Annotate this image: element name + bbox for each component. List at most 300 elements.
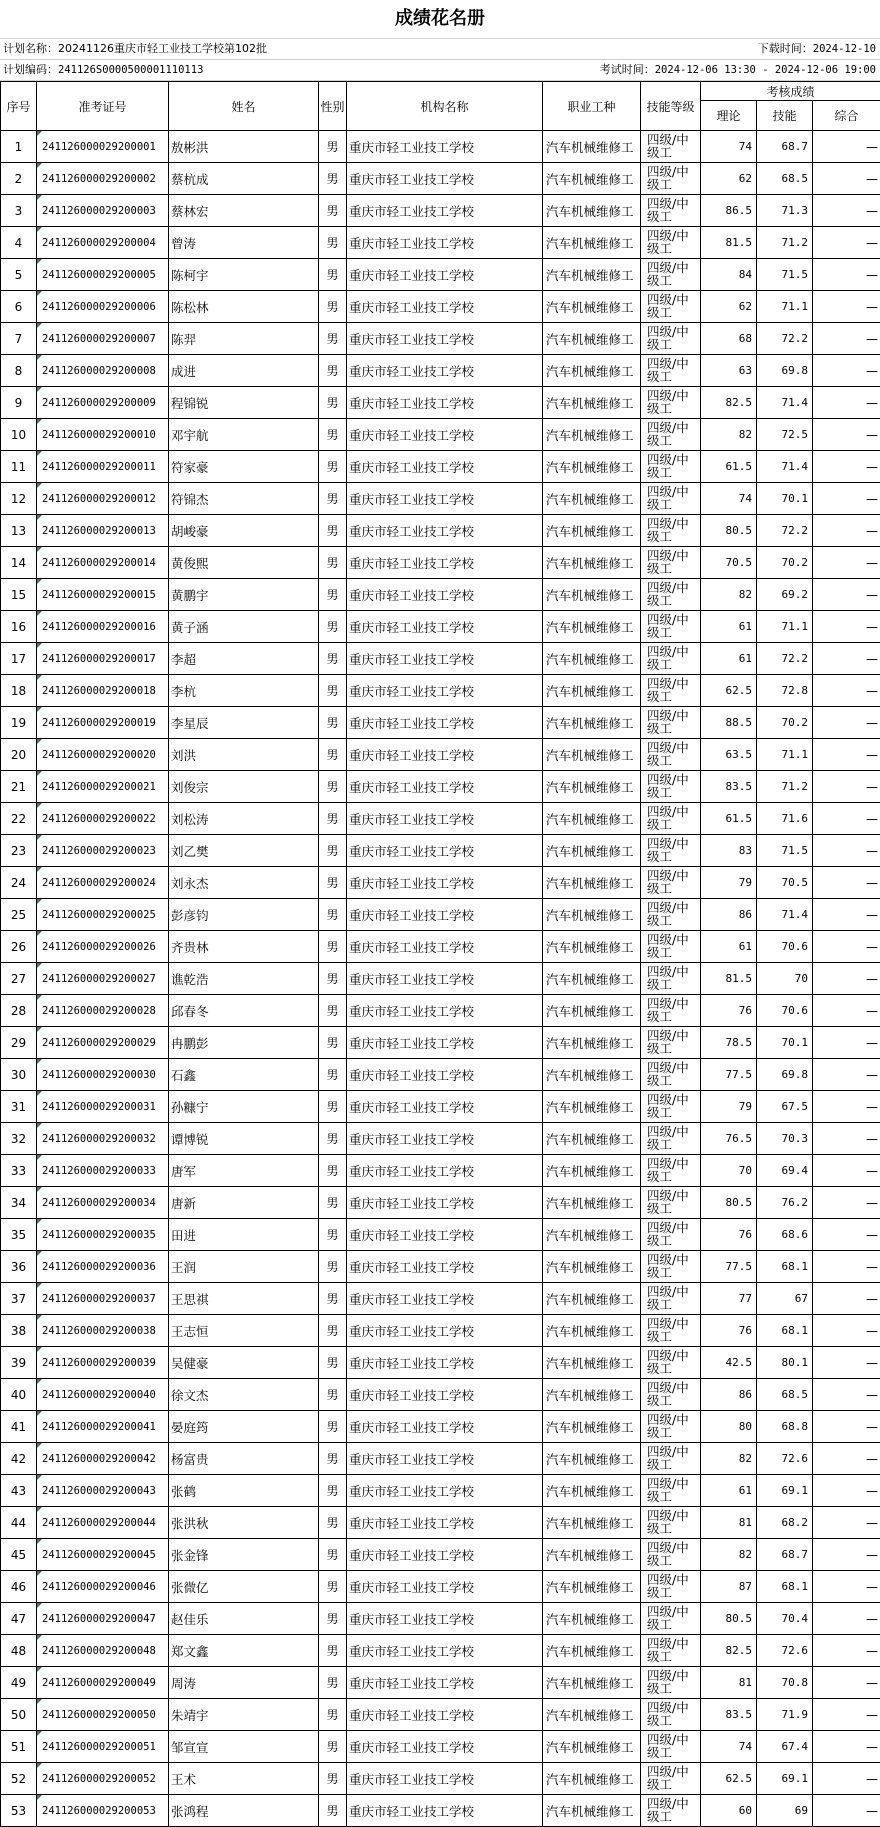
cell-skill: 70.8	[757, 1667, 813, 1699]
cell-skill: 72.6	[757, 1443, 813, 1475]
cell-job: 汽车机械维修工	[543, 931, 641, 963]
cell-name: 王志恒	[169, 1315, 319, 1347]
cell-seq: 23	[1, 835, 37, 867]
cell-skill: 68.1	[757, 1571, 813, 1603]
cell-level: 四级/中级工	[641, 547, 701, 579]
header-seq: 序号	[1, 82, 37, 131]
table-row	[1, 419, 880, 451]
cell-skill: 71.5	[757, 835, 813, 867]
cell-org: 重庆市轻工业技工学校	[347, 1091, 543, 1123]
cell-overall: —	[813, 1443, 880, 1475]
cell-gender: 男	[319, 739, 347, 771]
cell-theory: 61	[701, 611, 757, 643]
cell-org: 重庆市轻工业技工学校	[347, 739, 543, 771]
cell-name: 刘洪	[169, 739, 319, 771]
table-row	[1, 483, 880, 515]
cell-seq: 25	[1, 899, 37, 931]
table-row	[1, 1283, 880, 1315]
cell-ticket-id: 241126000029200051	[37, 1731, 169, 1763]
table-row	[1, 611, 880, 643]
cell-level: 四级/中级工	[641, 611, 701, 643]
cell-seq: 52	[1, 1763, 37, 1795]
cell-overall: —	[813, 1283, 880, 1315]
cell-seq: 42	[1, 1443, 37, 1475]
cell-level: 四级/中级工	[641, 1731, 701, 1763]
cell-name: 杨富贵	[169, 1443, 319, 1475]
cell-theory: 82	[701, 1443, 757, 1475]
cell-ticket-id: 241126000029200028	[37, 995, 169, 1027]
cell-level: 四级/中级工	[641, 1091, 701, 1123]
cell-job: 汽车机械维修工	[543, 355, 641, 387]
cell-skill: 68.1	[757, 1251, 813, 1283]
cell-seq: 8	[1, 355, 37, 387]
cell-job: 汽车机械维修工	[543, 387, 641, 419]
cell-ticket-id: 241126000029200006	[37, 291, 169, 323]
cell-name: 谯乾浩	[169, 963, 319, 995]
plan-code-label: 计划编码：	[3, 63, 58, 76]
cell-seq: 6	[1, 291, 37, 323]
cell-seq: 33	[1, 1155, 37, 1187]
cell-ticket-id: 241126000029200048	[37, 1635, 169, 1667]
plan-code-row	[0, 60, 880, 81]
cell-ticket-id: 241126000029200024	[37, 867, 169, 899]
cell-job: 汽车机械维修工	[543, 419, 641, 451]
cell-gender: 男	[319, 227, 347, 259]
cell-skill: 68.8	[757, 1411, 813, 1443]
cell-seq: 1	[1, 131, 37, 163]
cell-gender: 男	[319, 451, 347, 483]
cell-gender: 男	[319, 611, 347, 643]
cell-skill: 71.3	[757, 195, 813, 227]
cell-level: 四级/中级工	[641, 515, 701, 547]
cell-seq: 3	[1, 195, 37, 227]
cell-seq: 5	[1, 259, 37, 291]
cell-gender: 男	[319, 323, 347, 355]
header-level: 技能等级	[641, 82, 701, 131]
cell-overall: —	[813, 1763, 880, 1795]
cell-gender: 男	[319, 1379, 347, 1411]
cell-theory: 74	[701, 131, 757, 163]
cell-gender: 男	[319, 1411, 347, 1443]
cell-job: 汽车机械维修工	[543, 1123, 641, 1155]
cell-gender: 男	[319, 867, 347, 899]
cell-gender: 男	[319, 163, 347, 195]
cell-skill: 71.4	[757, 451, 813, 483]
cell-name: 符家豪	[169, 451, 319, 483]
cell-level: 四级/中级工	[641, 1699, 701, 1731]
cell-org: 重庆市轻工业技工学校	[347, 1059, 543, 1091]
cell-name: 谭博锐	[169, 1123, 319, 1155]
cell-job: 汽车机械维修工	[543, 707, 641, 739]
cell-ticket-id: 241126000029200050	[37, 1699, 169, 1731]
cell-seq: 32	[1, 1123, 37, 1155]
cell-gender: 男	[319, 1219, 347, 1251]
header-org: 机构名称	[347, 82, 543, 131]
cell-gender: 男	[319, 355, 347, 387]
table-row	[1, 1411, 880, 1443]
table-row	[1, 1475, 880, 1507]
cell-seq: 45	[1, 1539, 37, 1571]
cell-org: 重庆市轻工业技工学校	[347, 675, 543, 707]
cell-overall: —	[813, 163, 880, 195]
cell-level: 四级/中级工	[641, 1187, 701, 1219]
header-ticket: 准考证号	[37, 82, 169, 131]
table-row	[1, 1059, 880, 1091]
cell-org: 重庆市轻工业技工学校	[347, 579, 543, 611]
table-row	[1, 1539, 880, 1571]
cell-level: 四级/中级工	[641, 131, 701, 163]
cell-theory: 77	[701, 1283, 757, 1315]
cell-ticket-id: 241126000029200001	[37, 131, 169, 163]
cell-name: 徐文杰	[169, 1379, 319, 1411]
cell-job: 汽车机械维修工	[543, 1187, 641, 1219]
cell-theory: 82.5	[701, 1635, 757, 1667]
table-row	[1, 163, 880, 195]
cell-skill: 68.5	[757, 1379, 813, 1411]
cell-name: 孙糠宁	[169, 1091, 319, 1123]
cell-skill: 71.1	[757, 739, 813, 771]
cell-ticket-id: 241126000029200039	[37, 1347, 169, 1379]
cell-level: 四级/中级工	[641, 163, 701, 195]
cell-name: 唐军	[169, 1155, 319, 1187]
cell-seq: 43	[1, 1475, 37, 1507]
cell-skill: 69.8	[757, 1059, 813, 1091]
cell-job: 汽车机械维修工	[543, 1379, 641, 1411]
cell-overall: —	[813, 227, 880, 259]
cell-gender: 男	[319, 835, 347, 867]
cell-name: 吴健豪	[169, 1347, 319, 1379]
cell-job: 汽车机械维修工	[543, 515, 641, 547]
cell-name: 陈柯宇	[169, 259, 319, 291]
cell-gender: 男	[319, 899, 347, 931]
cell-org: 重庆市轻工业技工学校	[347, 707, 543, 739]
cell-seq: 49	[1, 1667, 37, 1699]
cell-ticket-id: 241126000029200014	[37, 547, 169, 579]
cell-org: 重庆市轻工业技工学校	[347, 1123, 543, 1155]
cell-overall: —	[813, 1027, 880, 1059]
cell-skill: 67.5	[757, 1091, 813, 1123]
cell-theory: 78.5	[701, 1027, 757, 1059]
cell-seq: 36	[1, 1251, 37, 1283]
cell-overall: —	[813, 131, 880, 163]
cell-level: 四级/中级工	[641, 1507, 701, 1539]
cell-name: 朱靖宇	[169, 1699, 319, 1731]
cell-ticket-id: 241126000029200041	[37, 1411, 169, 1443]
cell-level: 四级/中级工	[641, 739, 701, 771]
cell-theory: 84	[701, 259, 757, 291]
cell-ticket-id: 241126000029200008	[37, 355, 169, 387]
cell-level: 四级/中级工	[641, 1123, 701, 1155]
cell-ticket-id: 241126000029200038	[37, 1315, 169, 1347]
cell-org: 重庆市轻工业技工学校	[347, 195, 543, 227]
table-row	[1, 1347, 880, 1379]
cell-seq: 51	[1, 1731, 37, 1763]
cell-skill: 71.6	[757, 803, 813, 835]
cell-skill: 69.4	[757, 1155, 813, 1187]
header-skill: 技能	[757, 101, 813, 131]
cell-theory: 81	[701, 1507, 757, 1539]
cell-job: 汽车机械维修工	[543, 1443, 641, 1475]
cell-theory: 61.5	[701, 451, 757, 483]
cell-seq: 34	[1, 1187, 37, 1219]
plan-name-label: 计划名称：	[3, 42, 58, 55]
table-row	[1, 355, 880, 387]
cell-overall: —	[813, 899, 880, 931]
cell-ticket-id: 241126000029200040	[37, 1379, 169, 1411]
cell-level: 四级/中级工	[641, 323, 701, 355]
table-row	[1, 995, 880, 1027]
cell-overall: —	[813, 739, 880, 771]
cell-job: 汽车机械维修工	[543, 1283, 641, 1315]
header-overall: 综合	[813, 101, 880, 131]
cell-seq: 14	[1, 547, 37, 579]
cell-seq: 53	[1, 1795, 37, 1827]
cell-level: 四级/中级工	[641, 771, 701, 803]
cell-seq: 20	[1, 739, 37, 771]
cell-overall: —	[813, 195, 880, 227]
cell-gender: 男	[319, 1667, 347, 1699]
cell-name: 石鑫	[169, 1059, 319, 1091]
cell-overall: —	[813, 1603, 880, 1635]
cell-theory: 76.5	[701, 1123, 757, 1155]
cell-ticket-id: 241126000029200007	[37, 323, 169, 355]
table-row	[1, 579, 880, 611]
cell-level: 四级/中级工	[641, 1347, 701, 1379]
cell-job: 汽车机械维修工	[543, 579, 641, 611]
cell-ticket-id: 241126000029200002	[37, 163, 169, 195]
cell-org: 重庆市轻工业技工学校	[347, 611, 543, 643]
cell-ticket-id: 241126000029200012	[37, 483, 169, 515]
cell-theory: 61	[701, 643, 757, 675]
cell-skill: 68.7	[757, 131, 813, 163]
cell-gender: 男	[319, 515, 347, 547]
cell-job: 汽车机械维修工	[543, 259, 641, 291]
cell-overall: —	[813, 259, 880, 291]
table-row	[1, 1123, 880, 1155]
cell-overall: —	[813, 963, 880, 995]
cell-job: 汽车机械维修工	[543, 131, 641, 163]
cell-theory: 74	[701, 1731, 757, 1763]
cell-gender: 男	[319, 931, 347, 963]
cell-seq: 30	[1, 1059, 37, 1091]
cell-org: 重庆市轻工业技工学校	[347, 515, 543, 547]
cell-skill: 69.2	[757, 579, 813, 611]
cell-skill: 70.2	[757, 707, 813, 739]
cell-org: 重庆市轻工业技工学校	[347, 1571, 543, 1603]
cell-gender: 男	[319, 963, 347, 995]
cell-org: 重庆市轻工业技工学校	[347, 227, 543, 259]
cell-org: 重庆市轻工业技工学校	[347, 451, 543, 483]
cell-org: 重庆市轻工业技工学校	[347, 1507, 543, 1539]
cell-gender: 男	[319, 1155, 347, 1187]
table-row	[1, 931, 880, 963]
table-row	[1, 1251, 880, 1283]
cell-org: 重庆市轻工业技工学校	[347, 899, 543, 931]
exam-time-value: 2024-12-06 13:30 - 2024-12-06 19:00	[655, 64, 876, 76]
cell-overall: —	[813, 707, 880, 739]
cell-ticket-id: 241126000029200009	[37, 387, 169, 419]
cell-org: 重庆市轻工业技工学校	[347, 1347, 543, 1379]
cell-level: 四级/中级工	[641, 1219, 701, 1251]
cell-name: 郑文鑫	[169, 1635, 319, 1667]
page-title: 成绩花名册	[0, 0, 880, 39]
cell-skill: 70.2	[757, 547, 813, 579]
cell-name: 田进	[169, 1219, 319, 1251]
cell-ticket-id: 241126000029200044	[37, 1507, 169, 1539]
cell-name: 蔡林宏	[169, 195, 319, 227]
cell-overall: —	[813, 995, 880, 1027]
cell-job: 汽车机械维修工	[543, 451, 641, 483]
table-row	[1, 1091, 880, 1123]
cell-ticket-id: 241126000029200023	[37, 835, 169, 867]
cell-theory: 82	[701, 419, 757, 451]
table-row	[1, 195, 880, 227]
table-row	[1, 1603, 880, 1635]
cell-seq: 24	[1, 867, 37, 899]
cell-theory: 81.5	[701, 963, 757, 995]
cell-seq: 7	[1, 323, 37, 355]
cell-overall: —	[813, 1155, 880, 1187]
cell-overall: —	[813, 1091, 880, 1123]
cell-org: 重庆市轻工业技工学校	[347, 1251, 543, 1283]
cell-gender: 男	[319, 1507, 347, 1539]
cell-name: 陈松林	[169, 291, 319, 323]
cell-seq: 39	[1, 1347, 37, 1379]
cell-name: 刘俊宗	[169, 771, 319, 803]
cell-level: 四级/中级工	[641, 483, 701, 515]
cell-theory: 80.5	[701, 1603, 757, 1635]
cell-gender: 男	[319, 771, 347, 803]
cell-overall: —	[813, 771, 880, 803]
cell-name: 黄子涵	[169, 611, 319, 643]
cell-job: 汽车机械维修工	[543, 1763, 641, 1795]
cell-level: 四级/中级工	[641, 579, 701, 611]
cell-job: 汽车机械维修工	[543, 163, 641, 195]
cell-theory: 62	[701, 163, 757, 195]
table-row	[1, 1315, 880, 1347]
cell-level: 四级/中级工	[641, 291, 701, 323]
cell-org: 重庆市轻工业技工学校	[347, 547, 543, 579]
cell-theory: 83.5	[701, 771, 757, 803]
cell-gender: 男	[319, 387, 347, 419]
cell-level: 四级/中级工	[641, 1379, 701, 1411]
cell-name: 李杭	[169, 675, 319, 707]
cell-gender: 男	[319, 131, 347, 163]
cell-job: 汽车机械维修工	[543, 739, 641, 771]
cell-skill: 70.4	[757, 1603, 813, 1635]
cell-seq: 40	[1, 1379, 37, 1411]
cell-name: 彭彦钧	[169, 899, 319, 931]
cell-gender: 男	[319, 1571, 347, 1603]
header-job: 职业工种	[543, 82, 641, 131]
cell-skill: 72.5	[757, 419, 813, 451]
cell-name: 邱春冬	[169, 995, 319, 1027]
cell-name: 张鹤	[169, 1475, 319, 1507]
cell-job: 汽车机械维修工	[543, 803, 641, 835]
cell-theory: 61	[701, 1475, 757, 1507]
cell-level: 四级/中级工	[641, 1315, 701, 1347]
cell-job: 汽车机械维修工	[543, 1571, 641, 1603]
cell-level: 四级/中级工	[641, 451, 701, 483]
cell-level: 四级/中级工	[641, 1443, 701, 1475]
cell-overall: —	[813, 515, 880, 547]
cell-org: 重庆市轻工业技工学校	[347, 1283, 543, 1315]
cell-seq: 11	[1, 451, 37, 483]
cell-skill: 72.2	[757, 515, 813, 547]
cell-org: 重庆市轻工业技工学校	[347, 1539, 543, 1571]
cell-job: 汽车机械维修工	[543, 1411, 641, 1443]
cell-seq: 21	[1, 771, 37, 803]
cell-seq: 29	[1, 1027, 37, 1059]
header-name: 姓名	[169, 82, 319, 131]
cell-name: 邓宇航	[169, 419, 319, 451]
cell-theory: 74	[701, 483, 757, 515]
cell-level: 四级/中级工	[641, 387, 701, 419]
cell-job: 汽车机械维修工	[543, 1603, 641, 1635]
cell-level: 四级/中级工	[641, 355, 701, 387]
cell-overall: —	[813, 1059, 880, 1091]
cell-theory: 76	[701, 1315, 757, 1347]
cell-theory: 62	[701, 291, 757, 323]
cell-theory: 70	[701, 1155, 757, 1187]
cell-theory: 63.5	[701, 739, 757, 771]
cell-theory: 62.5	[701, 675, 757, 707]
cell-name: 敖彬洪	[169, 131, 319, 163]
cell-seq: 18	[1, 675, 37, 707]
cell-ticket-id: 241126000029200011	[37, 451, 169, 483]
header-score-group: 考核成绩	[701, 82, 880, 101]
cell-ticket-id: 241126000029200005	[37, 259, 169, 291]
cell-ticket-id: 241126000029200036	[37, 1251, 169, 1283]
cell-skill: 72.8	[757, 675, 813, 707]
table-row	[1, 387, 880, 419]
cell-level: 四级/中级工	[641, 195, 701, 227]
cell-ticket-id: 241126000029200029	[37, 1027, 169, 1059]
cell-level: 四级/中级工	[641, 1027, 701, 1059]
cell-gender: 男	[319, 1027, 347, 1059]
cell-name: 冉鹏彭	[169, 1027, 319, 1059]
cell-ticket-id: 241126000029200046	[37, 1571, 169, 1603]
cell-level: 四级/中级工	[641, 259, 701, 291]
cell-gender: 男	[319, 419, 347, 451]
cell-skill: 70.3	[757, 1123, 813, 1155]
table-row	[1, 835, 880, 867]
cell-gender: 男	[319, 1763, 347, 1795]
cell-level: 四级/中级工	[641, 1763, 701, 1795]
cell-skill: 68.1	[757, 1315, 813, 1347]
cell-level: 四级/中级工	[641, 1539, 701, 1571]
table-row	[1, 1635, 880, 1667]
plan-code-value: 241126S0000500001110113	[58, 64, 203, 76]
cell-seq: 15	[1, 579, 37, 611]
cell-overall: —	[813, 675, 880, 707]
table-row	[1, 1571, 880, 1603]
cell-gender: 男	[319, 195, 347, 227]
cell-level: 四级/中级工	[641, 963, 701, 995]
cell-theory: 42.5	[701, 1347, 757, 1379]
cell-level: 四级/中级工	[641, 995, 701, 1027]
cell-level: 四级/中级工	[641, 1059, 701, 1091]
cell-org: 重庆市轻工业技工学校	[347, 1027, 543, 1059]
cell-ticket-id: 241126000029200010	[37, 419, 169, 451]
cell-skill: 70.6	[757, 995, 813, 1027]
cell-job: 汽车机械维修工	[543, 611, 641, 643]
cell-skill: 70.1	[757, 1027, 813, 1059]
cell-name: 成进	[169, 355, 319, 387]
cell-overall: —	[813, 1475, 880, 1507]
cell-overall: —	[813, 1667, 880, 1699]
cell-job: 汽车机械维修工	[543, 1091, 641, 1123]
